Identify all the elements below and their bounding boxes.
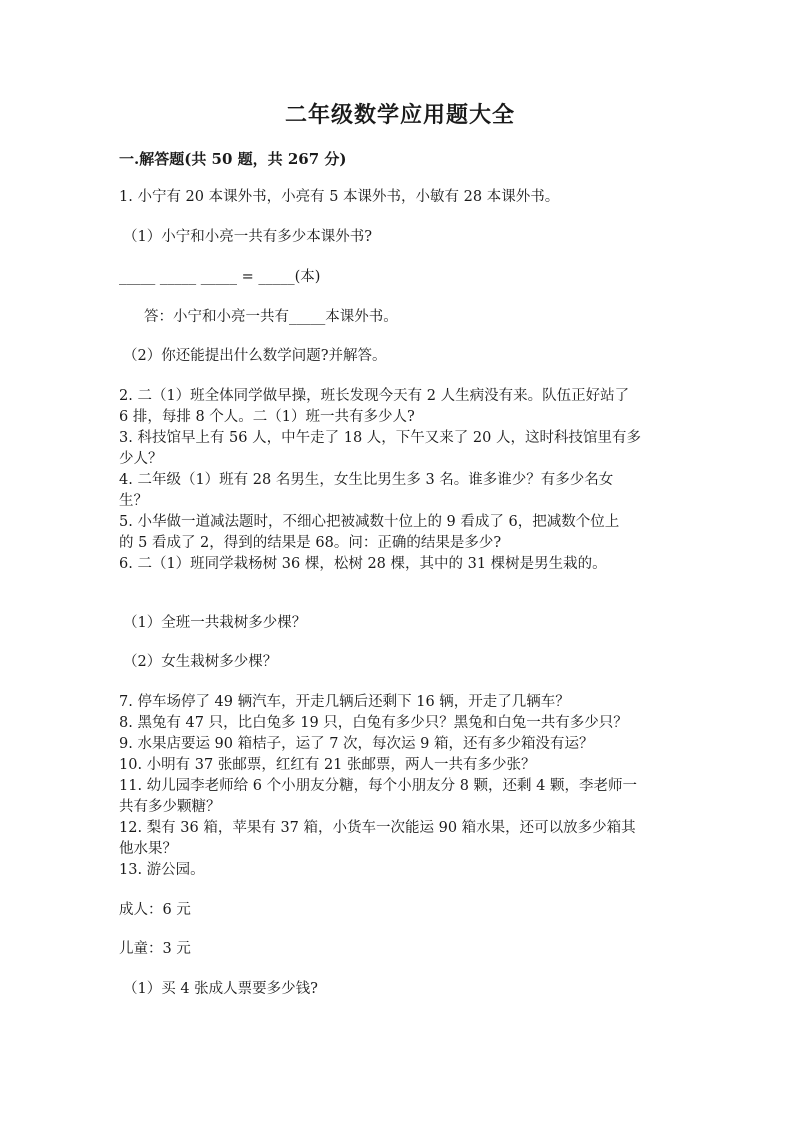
- child-price: 儿童：3 元: [119, 941, 191, 957]
- question-10: 10. 小明有 37 张邮票，红红有 21 张邮票，两人一共有多少张？: [119, 757, 536, 773]
- question-11-line-1: 11. 幼儿园李老师给 6 个小朋友分糖，每个小朋友分 8 颗，还剩 4 颗，李老师一: [119, 778, 637, 794]
- answer-sentence: 答：小宁和小亮一共有_____本课外书。: [144, 309, 398, 325]
- question-3-line-1: 3. 科技馆早上有 56 人，中午走了 18 人，下午又来了 20 人，这时科技馆里有多: [119, 430, 641, 446]
- question-12-line-1: 12. 梨有 36 箱，苹果有 37 箱，小货车一次能运 90 箱水果，还可以放多少箱其: [119, 820, 636, 836]
- question-6: 6. 二（1）班同学栽杨树 36 棵，松树 28 棵，其中的 31 棵树是男生栽的。: [119, 556, 607, 572]
- question-3-line-2: 少人？: [119, 451, 163, 467]
- question-2-line-1: 2. 二（1）班全体同学做早操，班长发现今天有 2 人生病没有来。队伍正好站了: [119, 388, 630, 404]
- question-13-part-1: （1）买 4 张成人票要多少钱?: [123, 981, 318, 997]
- question-9: 9. 水果店要运 90 箱桔子，运了 7 次，每次运 9 箱，还有多少箱没有运？: [119, 736, 594, 752]
- question-13: 13. 游公园。: [119, 862, 205, 878]
- question-4-line-2: 生？: [119, 493, 148, 509]
- question-1-part-2: （2）你还能提出什么数学问题?并解答。: [123, 348, 387, 364]
- question-6-part-1: （1）全班一共栽树多少棵？: [123, 615, 307, 631]
- question-1: 1. 小宁有 20 本课外书，小亮有 5 本课外书，小敏有 28 本课外书。: [119, 189, 560, 205]
- question-5-line-2: 的 5 看成了 2，得到的结果是 68。问：正确的结果是多少?: [119, 535, 502, 551]
- document-title: 二年级数学应用题大全: [284, 102, 515, 128]
- question-11-line-2: 共有多少颗糖？: [119, 799, 221, 815]
- question-12-line-2: 他水果？: [119, 841, 177, 857]
- question-2-line-2: 6 排，每排 8 个人。二（1）班一共有多少人?: [119, 409, 415, 425]
- question-1-part-1: （1）小宁和小亮一共有多少本课外书?: [123, 229, 372, 245]
- section-heading: 一.解答题(共 50 题，共 267 分): [119, 150, 347, 168]
- answer-blank-row: _____ _____ _____ = _____(本): [119, 269, 321, 285]
- question-6-part-2: （2）女生栽树多少棵？: [123, 654, 278, 670]
- question-5-line-1: 5. 小华做一道减法题时，不细心把被减数十位上的 9 看成了 6，把减数个位上: [119, 514, 620, 530]
- question-8: 8. 黑兔有 47 只，比白兔多 19 只，白兔有多少只？黑兔和白兔一共有多少只？: [119, 715, 628, 731]
- question-4-line-1: 4. 二年级（1）班有 28 名男生，女生比男生多 3 名。谁多谁少？有多少名女: [119, 472, 614, 488]
- adult-price: 成人：6 元: [119, 902, 191, 918]
- question-7: 7. 停车场停了 49 辆汽车，开走几辆后还剩下 16 辆，开走了几辆车？: [119, 694, 570, 710]
